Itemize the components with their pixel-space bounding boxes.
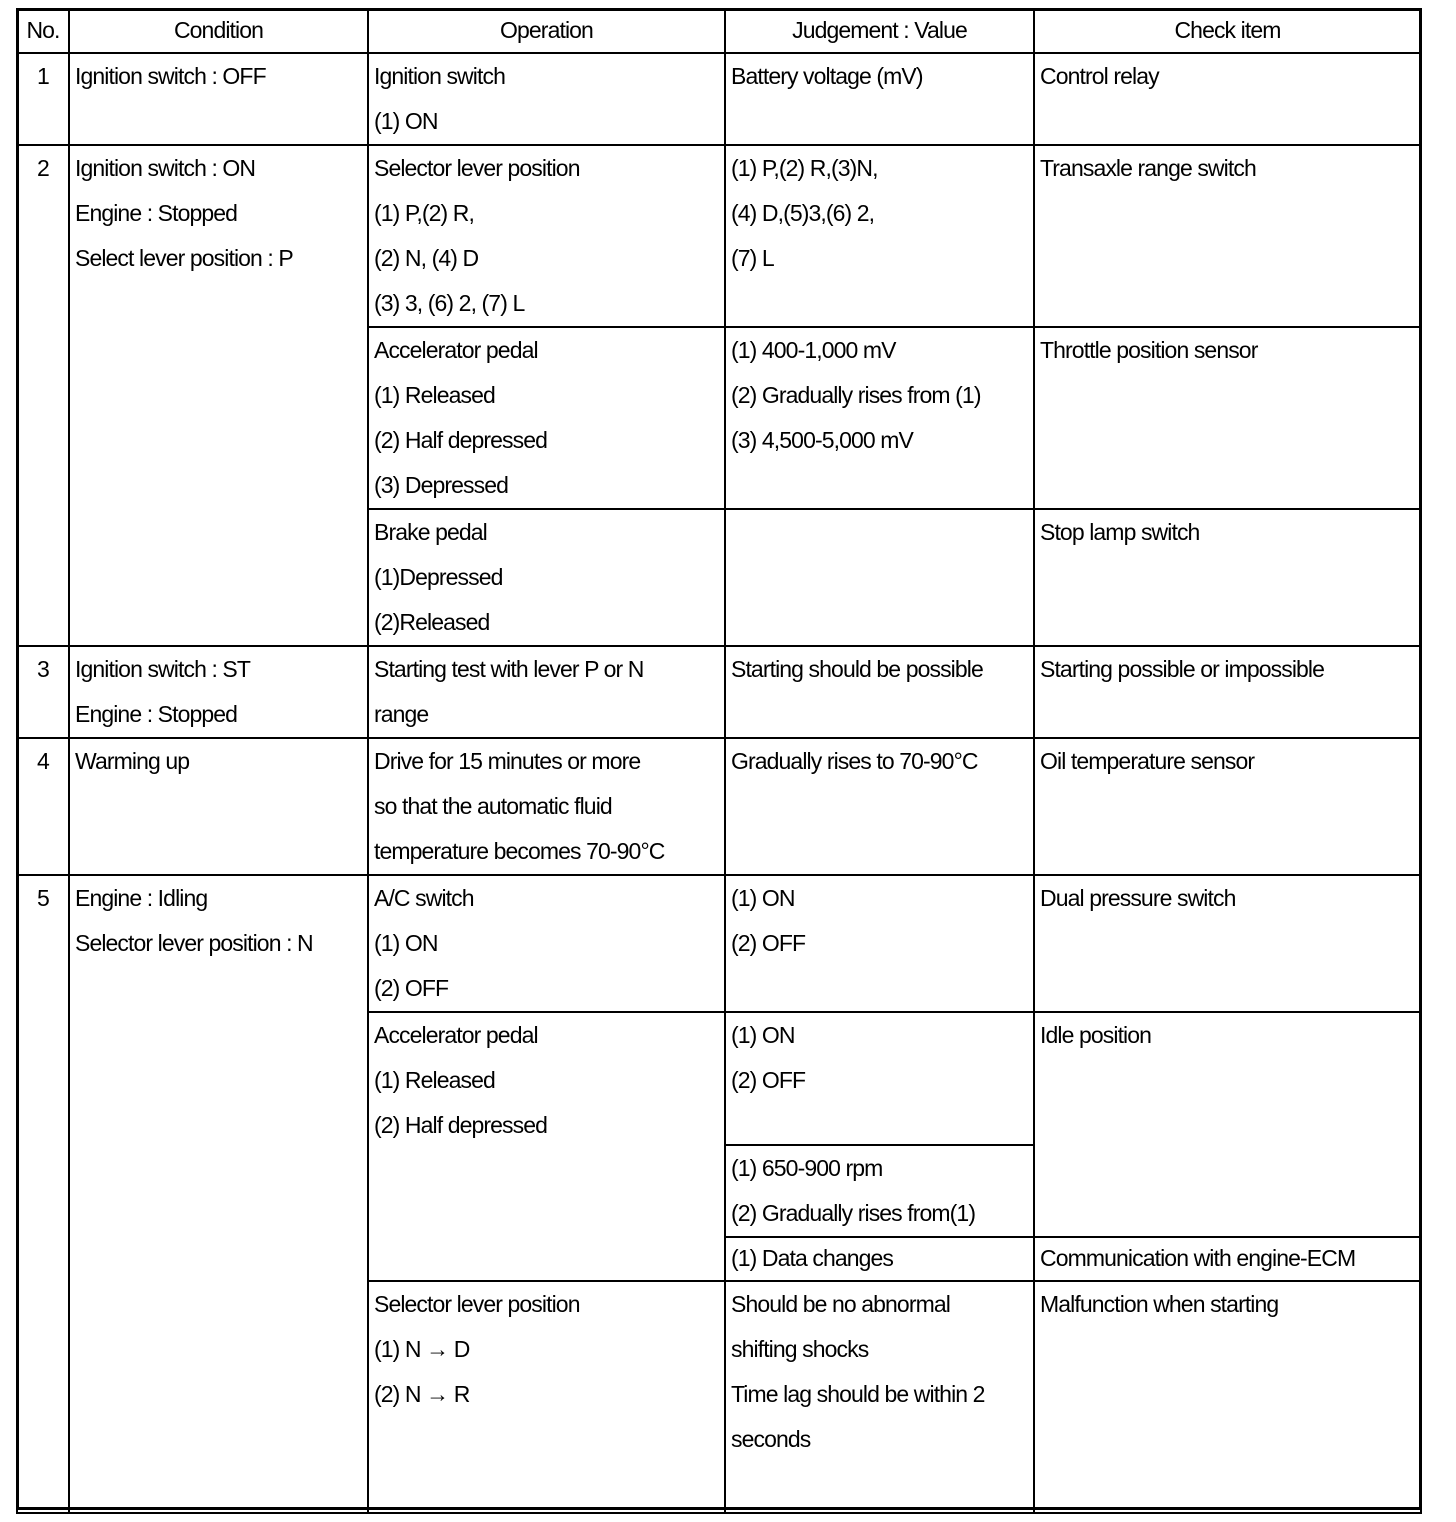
check-item-cell (1034, 53, 1421, 145)
operation-cell (368, 738, 725, 875)
judgement-cell (725, 738, 1034, 875)
operation-line: (1) P,(2) R, (374, 200, 474, 226)
condition-line: Ignition switch : ON (75, 155, 256, 181)
operation-line: Ignition switch (374, 63, 505, 89)
row-number: 1 (17, 53, 69, 145)
operation-line: Starting test with lever P or N (374, 656, 644, 682)
condition-line: Selector lever position : N (75, 930, 313, 956)
operation-line: A/C switch (374, 885, 474, 911)
operation-line: (1) N → D (374, 1336, 470, 1362)
header-condition: Condition (69, 9, 368, 53)
operation-line: Accelerator pedal (374, 337, 538, 363)
judgement-cell (725, 1145, 1034, 1237)
operation-line: (2) Half depressed (374, 427, 547, 453)
operation-line: Selector lever position (374, 155, 580, 181)
table-row-3 (17, 646, 1421, 738)
judgement-cell (725, 1281, 1034, 1513)
operation-line: (1) Released (374, 1067, 495, 1093)
check-item-text: Transaxle range switch (1040, 155, 1256, 181)
operation-cell (368, 646, 725, 738)
condition-line: Engine : Idling (75, 885, 208, 911)
condition-cell (69, 646, 368, 738)
judgement-line: Should be no abnormal (731, 1291, 950, 1317)
operation-line: (2) Half depressed (374, 1112, 547, 1138)
operation-line: (1) ON (374, 108, 438, 134)
operation-line: (3) 3, (6) 2, (7) L (374, 290, 525, 316)
operation-line: (1) Released (374, 382, 495, 408)
check-item-cell (1034, 509, 1421, 646)
header-check-item: Check item (1034, 9, 1421, 53)
condition-line: Ignition switch : OFF (75, 63, 266, 89)
operation-line: Brake pedal (374, 519, 487, 545)
operation-line: (3) Depressed (374, 472, 509, 498)
diagnosis-table (16, 8, 1422, 1514)
check-item-cell (1034, 1012, 1421, 1237)
judgement-line: (1) 400-1,000 mV (731, 337, 896, 363)
check-item-text: Communication with engine-ECM (1040, 1245, 1356, 1271)
operation-cell (368, 509, 725, 646)
condition-line: Ignition switch : ST (75, 656, 251, 682)
judgement-cell (725, 1237, 1034, 1281)
judgement-line: Starting should be possible (731, 656, 983, 682)
row-number: 5 (17, 875, 69, 1513)
operation-line: range (374, 701, 429, 727)
judgement-line: (2) Gradually rises from (1) (731, 382, 981, 408)
check-item-text: Malfunction when starting (1040, 1291, 1279, 1317)
check-item-text: Dual pressure switch (1040, 885, 1236, 911)
judgement-cell (725, 875, 1034, 1012)
check-item-cell (1034, 646, 1421, 738)
operation-line: Selector lever position (374, 1291, 580, 1317)
check-item-text: Oil temperature sensor (1040, 748, 1255, 774)
judgement-line: (7) L (731, 245, 774, 271)
judgement-line: Gradually rises to 70-90°C (731, 748, 978, 774)
operation-line: so that the automatic fluid (374, 793, 612, 819)
operation-line: (2)Released (374, 609, 490, 635)
operation-cell (368, 145, 725, 327)
condition-line: Engine : Stopped (75, 200, 238, 226)
operation-line: (1)Depressed (374, 564, 503, 590)
table-row-5 (17, 875, 1421, 1012)
check-item-cell (1034, 145, 1421, 327)
row-number: 3 (17, 646, 69, 738)
operation-cell (368, 875, 725, 1012)
check-item-cell (1034, 1281, 1421, 1513)
operation-cell (368, 1281, 725, 1513)
judgement-line: (3) 4,500-5,000 mV (731, 427, 913, 453)
check-item-text: Starting possible or impossible (1040, 656, 1325, 682)
operation-cell (368, 327, 725, 509)
judgement-line: (1) P,(2) R,(3)N, (731, 155, 878, 181)
check-item-cell (1034, 1237, 1421, 1281)
judgement-line: (1) ON (731, 1022, 795, 1048)
judgement-line: (2) OFF (731, 930, 806, 956)
operation-line: Accelerator pedal (374, 1022, 538, 1048)
condition-cell (69, 875, 368, 1513)
judgement-line: Battery voltage (mV) (731, 63, 923, 89)
judgement-cell (725, 1012, 1034, 1145)
check-item-text: Stop lamp switch (1040, 519, 1200, 545)
judgement-line: (2) OFF (731, 1067, 806, 1093)
judgement-cell (725, 509, 1034, 646)
operation-line: Drive for 15 minutes or more (374, 748, 641, 774)
check-item-cell (1034, 875, 1421, 1012)
operation-line: (2) OFF (374, 975, 449, 1001)
table-row-4 (17, 738, 1421, 875)
check-item-text: Throttle position sensor (1040, 337, 1258, 363)
judgement-line: Time lag should be within 2 (731, 1381, 985, 1407)
judgement-line: (1) Data changes (731, 1245, 894, 1271)
header-judgement: Judgement : Value (725, 9, 1034, 53)
condition-line: Warming up (75, 748, 190, 774)
operation-line: (1) ON (374, 930, 438, 956)
judgement-cell (725, 646, 1034, 738)
judgement-line: (2) Gradually rises from(1) (731, 1200, 976, 1226)
operation-line: (2) N → R (374, 1381, 470, 1407)
table-row-2 (17, 145, 1421, 327)
condition-line: Select lever position : P (75, 245, 293, 271)
condition-cell (69, 145, 368, 646)
judgement-line: (4) D,(5)3,(6) 2, (731, 200, 875, 226)
condition-cell (69, 738, 368, 875)
check-item-cell (1034, 327, 1421, 509)
header-row (17, 9, 1421, 53)
condition-cell (69, 53, 368, 145)
check-item-text: Control relay (1040, 63, 1159, 89)
check-item-text: Idle position (1040, 1022, 1152, 1048)
judgement-cell (725, 145, 1034, 327)
judgement-line: shifting shocks (731, 1336, 869, 1362)
row-number: 4 (17, 738, 69, 875)
operation-line: temperature becomes 70-90°C (374, 838, 665, 864)
header-operation: Operation (368, 9, 725, 53)
diagnosis-table-frame (16, 8, 1424, 1508)
table-row-1 (17, 53, 1421, 145)
row-number: 2 (17, 145, 69, 646)
header-no: No. (17, 9, 69, 53)
judgement-cell (725, 327, 1034, 509)
operation-line: (2) N, (4) D (374, 245, 479, 271)
judgement-line: (1) 650-900 rpm (731, 1155, 883, 1181)
judgement-line: (1) ON (731, 885, 795, 911)
operation-cell (368, 1012, 725, 1281)
condition-line: Engine : Stopped (75, 701, 238, 727)
judgement-cell (725, 53, 1034, 145)
check-item-cell (1034, 738, 1421, 875)
operation-cell (368, 53, 725, 145)
judgement-line: seconds (731, 1426, 811, 1452)
